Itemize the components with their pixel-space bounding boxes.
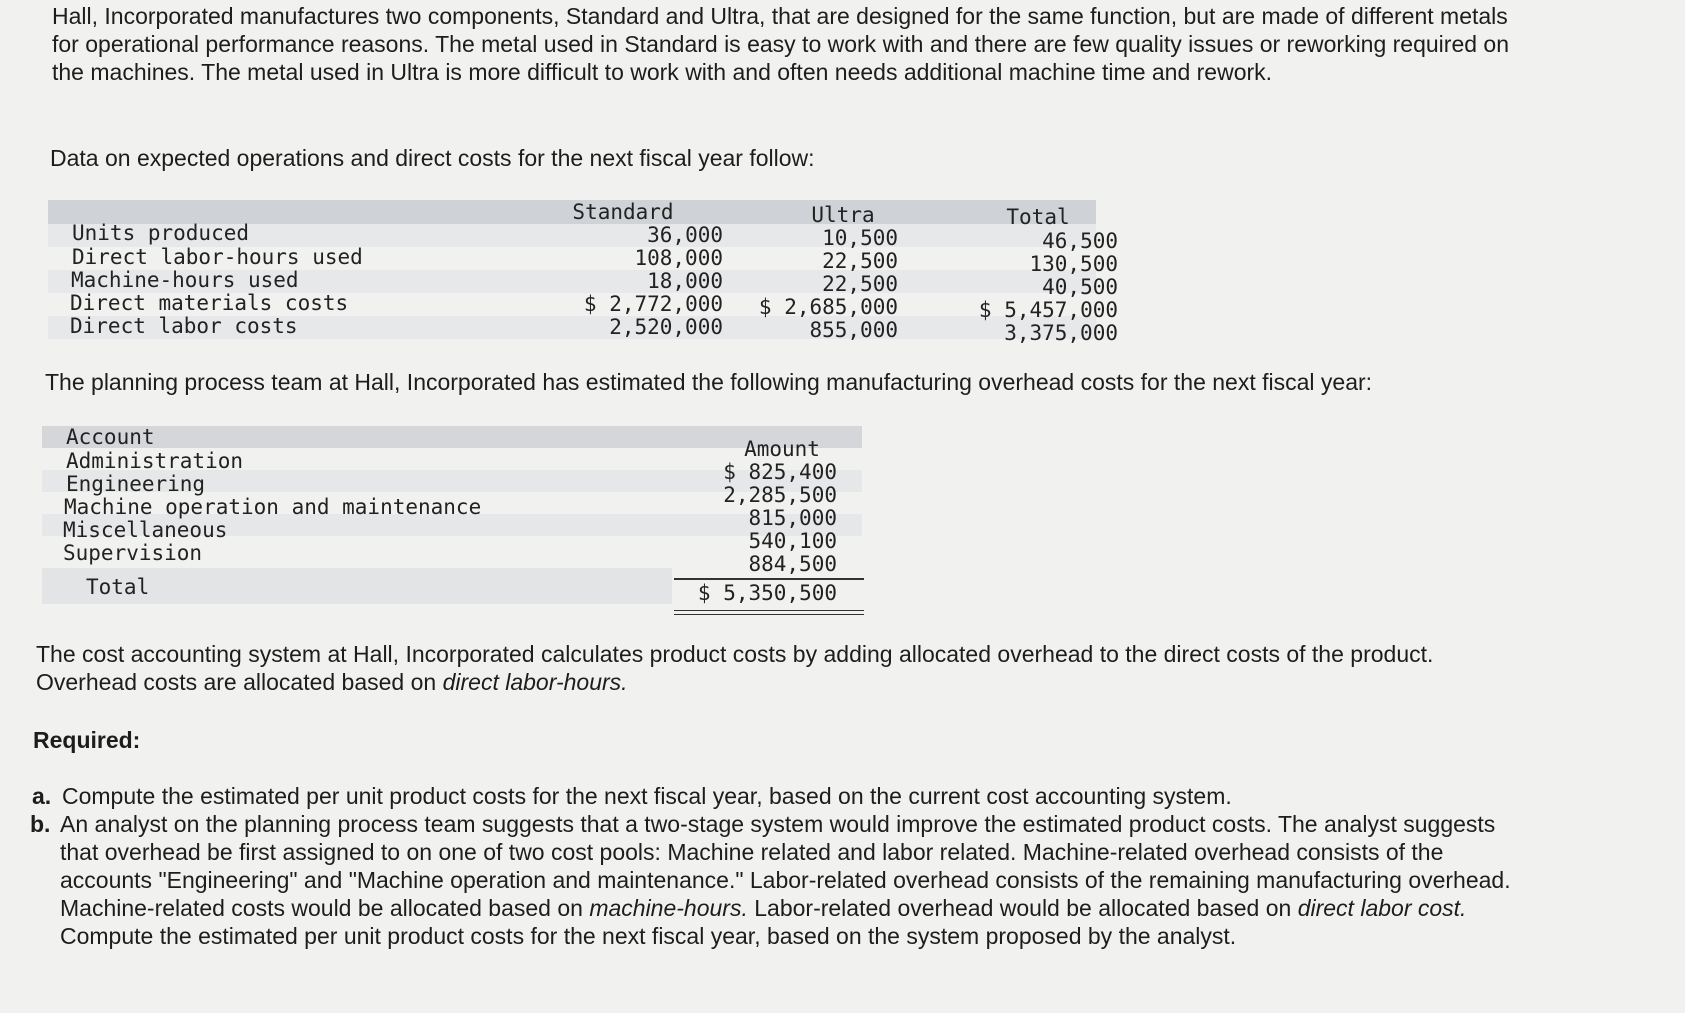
dlh-standard: 108,000 <box>634 246 723 270</box>
overhead-intro: The planning process team at Hall, Incorporated has estimated the following manufacturing overhead costs for the next fiscal year: <box>45 369 1373 395</box>
amount-machine-operation: 815,000 <box>748 506 837 530</box>
amount-supervision: 884,500 <box>748 552 837 576</box>
units-standard: 36,000 <box>647 223 723 247</box>
dl-standard: 2,520,000 <box>609 315 723 339</box>
row-label-dm: Direct materials costs <box>70 291 349 315</box>
amount-administration: $ 825,400 <box>723 460 837 484</box>
required-label: Required: <box>33 727 141 753</box>
intro-paragraph: Hall, Incorporated manufactures two components, Standard and Ultra, that are designed for the same function, but are made of different metals for operational performance reasons. The metal used in Standard is easy to work with and there are few quality issues or reworking required on the machines. The metal used in Ultra is more difficult to work with and often needs additional machine time and rework. <box>52 3 1510 85</box>
mh-total: 40,500 <box>1042 275 1118 299</box>
dlh-total: 130,500 <box>1029 252 1118 276</box>
row-label-mh: Machine-hours used <box>71 268 299 292</box>
header-amount: Amount <box>744 437 820 461</box>
account-miscellaneous: Miscellaneous <box>63 518 228 542</box>
mh-standard: 18,000 <box>647 269 723 293</box>
dlh-ultra: 22,500 <box>822 249 898 273</box>
account-machine-operation: Machine operation and maintenance <box>64 495 482 519</box>
units-ultra: 10,500 <box>822 226 898 250</box>
amount-miscellaneous: 540,100 <box>748 529 837 553</box>
header-account: Account <box>66 425 155 449</box>
requirement-b: b. An analyst on the planning process team suggests that a two-stage system would improve the estimated product costs. The analyst suggests that overhead be first assigned to on one of two cost pools: Machine related and labor related. Machine-related overhead consists of the accounts "Engineering" and "Machine operation and maintenance." Labor-related overhead consists of the remaining manufacturing overhead. Machine-related costs would be allocated based on machine-hours. Labor-related overhead would be allocated based on direct labor cost. Compute the estimated per unit product costs for the next fiscal year, based on the system proposed by the analyst. <box>30 811 1511 949</box>
account-engineering: Engineering <box>66 472 206 496</box>
total-double-rule <box>674 610 864 615</box>
row-label-dlh: Direct labor-hours used <box>72 245 363 269</box>
dm-standard: $ 2,772,000 <box>583 292 723 316</box>
row-label-units: Units produced <box>72 221 250 245</box>
dm-ultra: $ 2,685,000 <box>758 295 898 319</box>
system-paragraph: The cost accounting system at Hall, Incorporated calculates product costs by adding allocated overhead to the direct costs of the product. Overhead costs are allocated based on direct labor-hours. <box>36 641 1434 695</box>
dl-total: 3,375,000 <box>1004 321 1118 345</box>
account-supervision: Supervision <box>63 541 203 565</box>
header-standard: Standard <box>572 200 674 224</box>
header-ultra: Ultra <box>811 203 875 227</box>
subtotal-rule <box>674 578 864 580</box>
row-label-dl: Direct labor costs <box>70 314 298 338</box>
amount-engineering: 2,285,500 <box>723 483 837 507</box>
header-total: Total <box>1006 205 1070 229</box>
requirement-a: a. Compute the estimated per unit product costs for the next fiscal year, based on the current cost accounting system. <box>32 783 1232 809</box>
dm-total: $ 5,457,000 <box>978 298 1118 322</box>
account-administration: Administration <box>66 449 244 473</box>
units-total: 46,500 <box>1042 229 1118 253</box>
mh-ultra: 22,500 <box>822 272 898 296</box>
total-amount: $ 5,350,500 <box>697 581 837 605</box>
dl-ultra: 855,000 <box>809 318 898 342</box>
total-label: Total <box>86 575 150 599</box>
data-intro: Data on expected operations and direct costs for the next fiscal year follow: <box>50 145 815 171</box>
